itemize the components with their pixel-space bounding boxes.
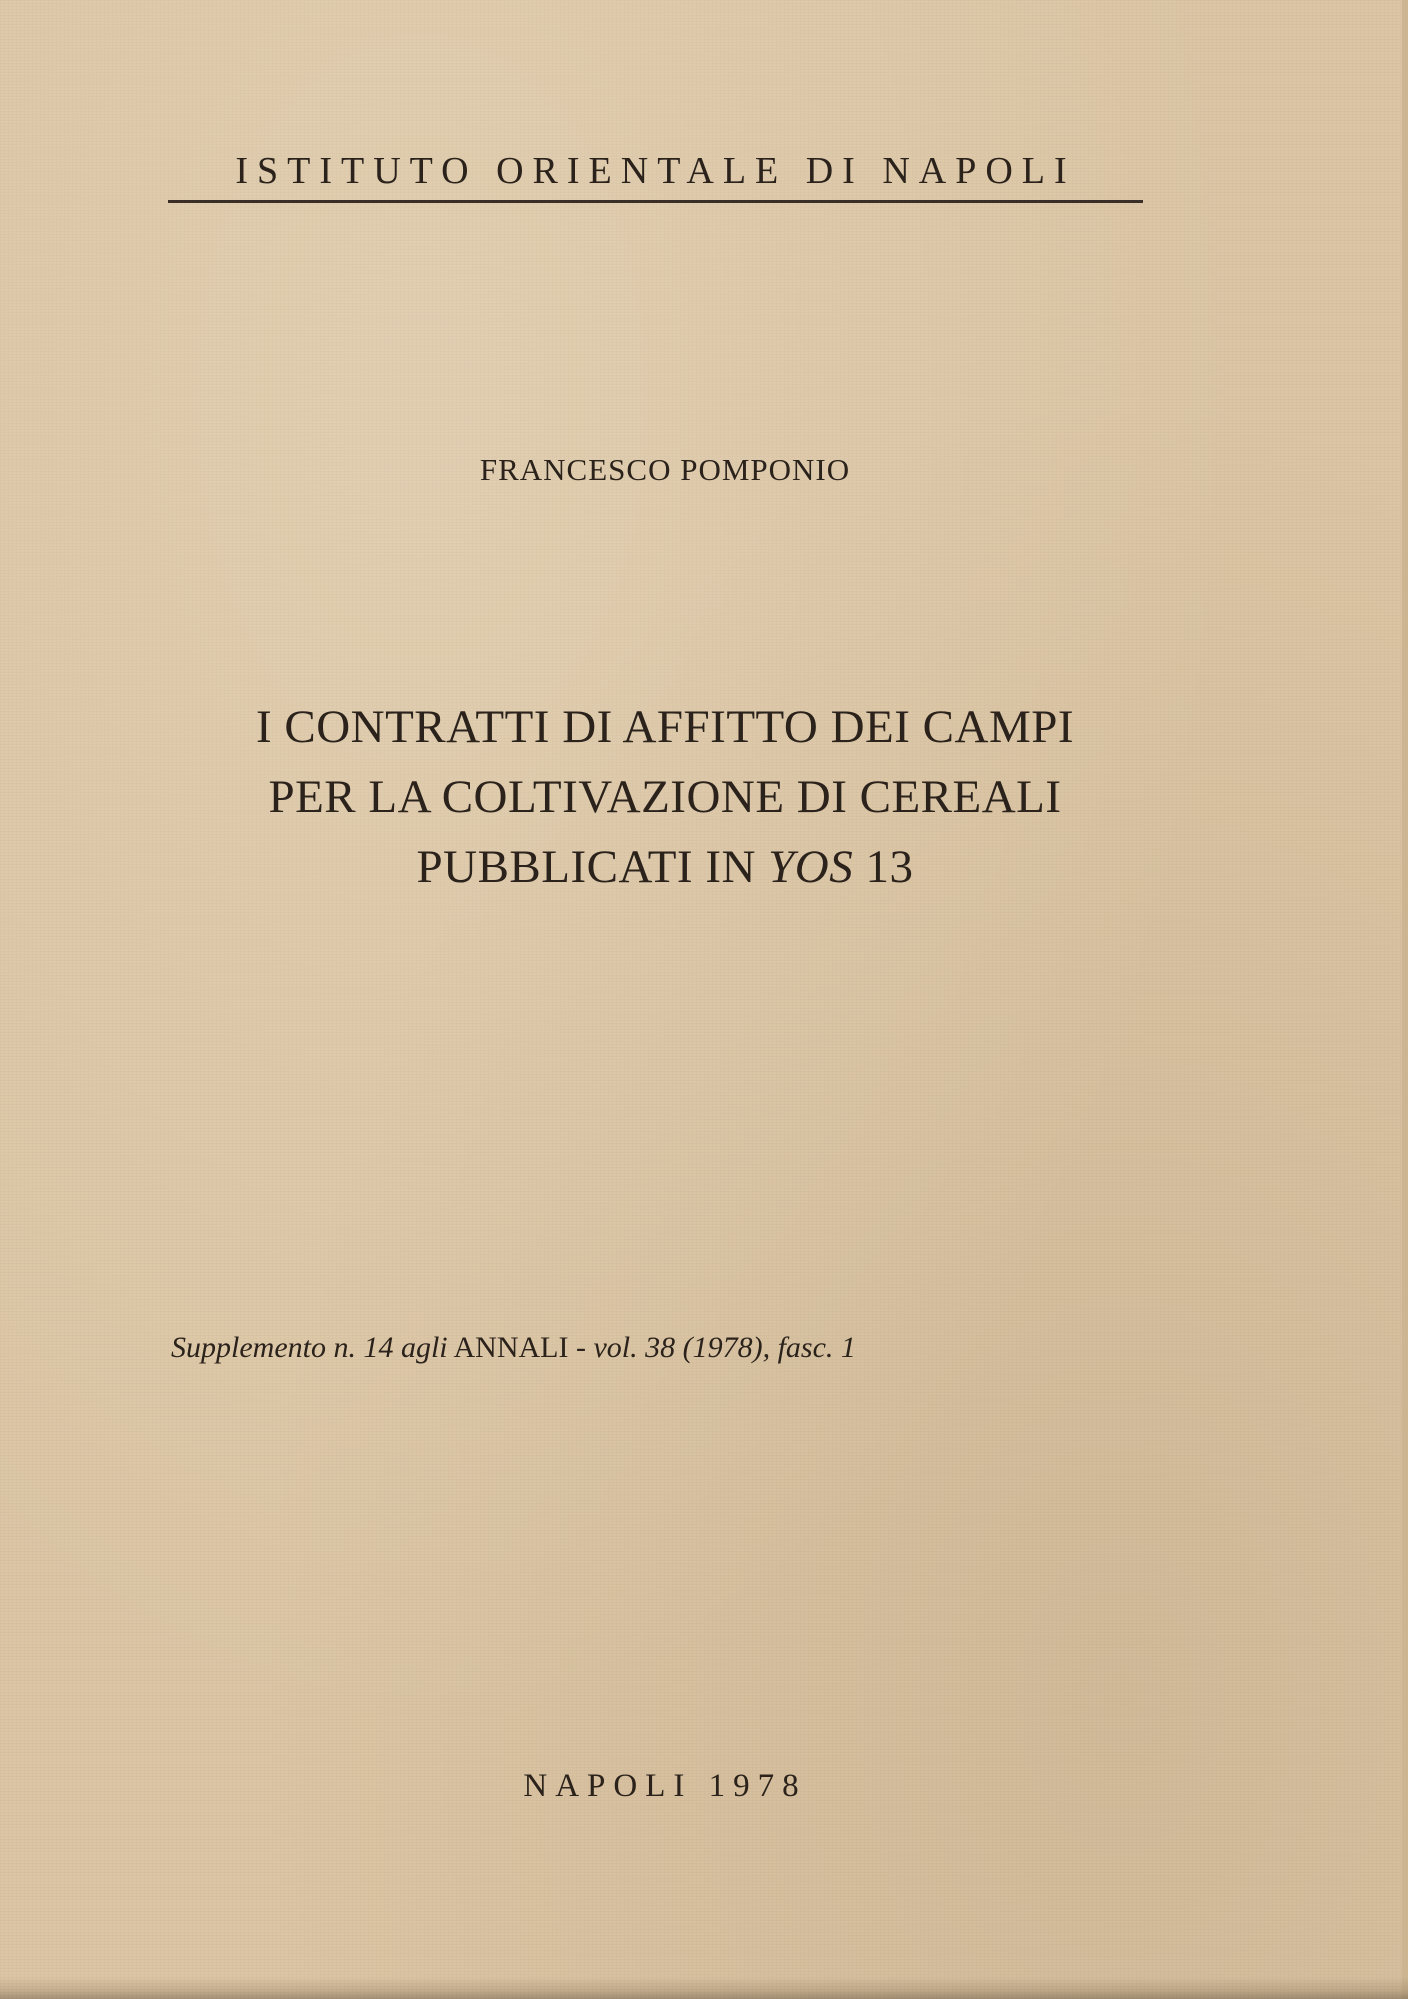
header-rule xyxy=(168,200,1143,203)
title-line-1: I CONTRATTI DI AFFITTO DEI CAMPI xyxy=(255,701,1075,753)
supplement-part-3: vol. 38 (1978), fasc. 1 xyxy=(593,1331,856,1364)
institute-name: ISTITUTO ORIENTALE DI NAPOLI xyxy=(235,150,1076,192)
title-line-3-prefix: PUBBLICATI IN xyxy=(416,841,769,893)
page-bottom-edge xyxy=(0,1977,1408,1999)
imprint-place-year: NAPOLI 1978 xyxy=(523,1768,807,1804)
title-line-2: PER LA COLTIVAZIONE DI CEREALI xyxy=(268,771,1062,823)
supplement-note xyxy=(171,1328,856,1368)
title-line-3-suffix: 13 xyxy=(853,841,914,893)
supplement-part-2: ANNALI - xyxy=(447,1331,594,1364)
title-line-3 xyxy=(0,832,1330,902)
author-name: FRANCESCO POMPONIO xyxy=(479,452,851,487)
book-title xyxy=(0,692,1330,902)
title-line-3-italic: YOS xyxy=(768,841,854,893)
supplement-part-1: Supplemento n. 14 agli xyxy=(171,1331,448,1364)
